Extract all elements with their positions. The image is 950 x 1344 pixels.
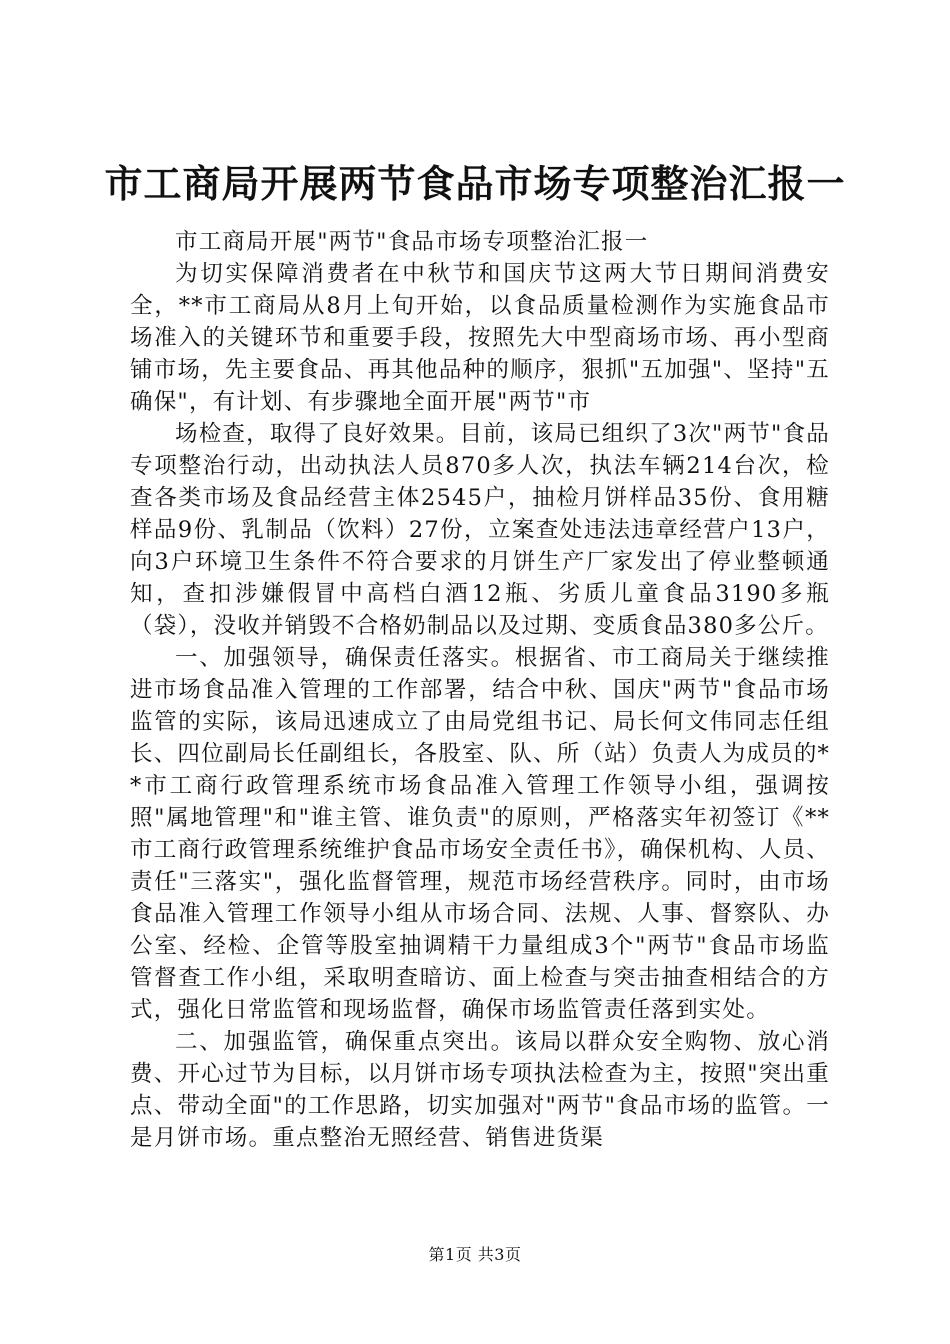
paragraph-intro: 为切实保障消费者在中秋节和国庆节这两大节日期间消费安全，**市工商局从8月上旬开始，以食品质量检测作为实施食品市场准入的关键环节和重要手段，按照先大中型商场市场、再小型商铺市场，先主要食品、再其他品种的顺序，狠抓"五加强"、坚持"五确保"，有计划、有步骤地全面开展"两节"市 (130, 261, 830, 415)
paragraph-subtitle: 市工商局开展"两节"食品市场专项整治汇报一 (175, 229, 649, 255)
paragraph-section-two: 二、加强监管，确保重点突出。该局以群众安全购物、放心消费、开心过节为目标，以月饼市场专项执法检查为主，按照"突出重点、带动全面"的工作思路，切实加强对"两节"食品市场的监管。一是月饼市场。重点整治无照经营、销售进货渠 (130, 1029, 830, 1151)
paragraph-section-one: 一、加强领导，确保责任落实。根据省、市工商局关于继续推进市场食品准入管理的工作部署，结合中秋、国庆"两节"食品市场监管的实际，该局迅速成立了由局党组书记、局长何文伟同志任组长、四位副局长任副组长，各股室、队、所（站）负责人为成员的**市工商行政管理系统市场食品准入管理工作领导小组，强调按照"属地管理"和"谁主管、谁负责"的原则，严格落实年初签订《**市工商行政管理系统维护食品市场安全责任书》，确保机构、人员、责任"三落实"，强化监督管理，规范市场经营秩序。同时，由市场食品准入管理工作领导小组从市场合同、法规、人事、督察队、办公室、经检、企管等股室抽调精干力量组成3个"两节"食品市场监管督查工作小组，采取明查暗访、面上检查与突击抽查相结合的方式，强化日常监管和现场监督，确保市场监管责任落到实处。 (130, 645, 830, 1023)
paragraph-results: 场检查，取得了良好效果。目前，该局已组织了3次"两节"食品专项整治行动，出动执法人员870多人次，执法车辆214台次，检查各类市场及食品经营主体2545户，抽检月饼样品35份、食用糖样品9份、乳制品（饮料）27份，立案查处违法违章经营户13户，向3户环境卫生条件不符合要求的月饼生产厂家发出了停业整顿通知，查扣涉嫌假冒中高档白酒12瓶、劣质儿童食品3190多瓶（袋），没收并销毁不合格奶制品以及过期、变质食品380多公斤。 (130, 421, 830, 639)
document-title: 市工商局开展两节食品市场专项整治汇报一 (104, 161, 846, 206)
document-body (130, 226, 830, 1154)
page-footer: 第1页 共3页 (428, 1245, 522, 1264)
